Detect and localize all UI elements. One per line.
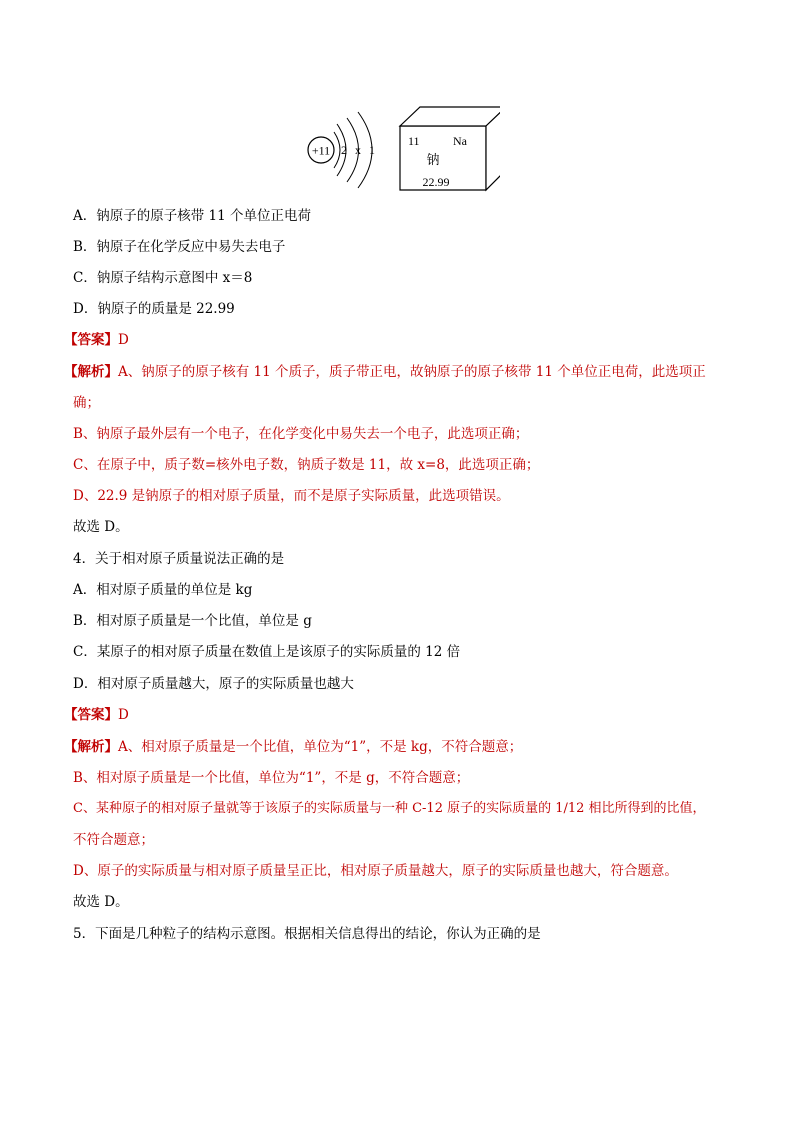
q4-analysis-line-3: C、某种原子的相对原子量就等于该原子的实际质量与一种 C-12 原子的实际质量的 1/12 相比所得到的比值， bbox=[73, 801, 706, 816]
shell-electrons-2: x bbox=[355, 143, 361, 157]
q3-analysis-line-1: 【解析】A、钠原子的原子核有 11 个质子，质子带正电，故钠原子的原子核带 11 个单位正电荷，此选项正 bbox=[64, 364, 706, 380]
nucleus-charge: +11 bbox=[311, 143, 331, 158]
q4-option-c: C．某原子的相对原子质量在数值上是该原子的实际质量的 12 倍 bbox=[73, 644, 461, 660]
sodium-structure-figure bbox=[300, 100, 500, 200]
q3-answer bbox=[64, 331, 129, 349]
q4-analysis-line-4: 不符合题意； bbox=[73, 832, 154, 848]
q3-analysis-line-5: D、22.9 是钠原子的相对原子质量，而不是原子实际质量，此选项错误。 bbox=[73, 488, 510, 504]
shell-arc-1 bbox=[334, 132, 340, 168]
q4-answer-value: D bbox=[118, 707, 129, 723]
q4-conclusion: 故选 D。 bbox=[73, 894, 129, 910]
q4-answer-label: 【答案】 bbox=[64, 707, 118, 723]
atom-diagram bbox=[300, 100, 500, 200]
shell-electrons-1: 2 bbox=[341, 143, 347, 157]
q3-analysis-line-2: 确； bbox=[73, 395, 100, 411]
q4-stem: 4．关于相对原子质量说法正确的是 bbox=[73, 551, 285, 567]
q4-analysis-line-5: D、原子的实际质量与相对原子质量呈正比，相对原子质量越大，原子的实际质量也越大，符合题意。 bbox=[73, 863, 678, 879]
q3-analysis-label: 【解析】 bbox=[64, 364, 118, 380]
element-atomic-number: 11 bbox=[408, 134, 420, 148]
q4-analysis-line-2: B、相对原子质量是一个比值，单位为“1”，不是 g，不符合题意； bbox=[73, 770, 470, 786]
q3-conclusion: 故选 D。 bbox=[73, 519, 129, 535]
q3-answer-value: D bbox=[118, 332, 129, 348]
q3-option-b: B．钠原子在化学反应中易失去电子 bbox=[73, 239, 286, 255]
q3-option-a: A．钠原子的原子核带 11 个单位正电荷 bbox=[73, 208, 312, 224]
q4-analysis-line-1: 【解析】A、相对原子质量是一个比值，单位为“1”，不是 kg，不符合题意； bbox=[64, 739, 523, 755]
shell-electrons-3: 1 bbox=[369, 143, 375, 157]
q3-option-c: C．钠原子结构示意图中 x＝8 bbox=[73, 270, 253, 286]
q4-option-b: B．相对原子质量是一个比值，单位是 g bbox=[73, 613, 312, 629]
q4-option-a: A．相对原子质量的单位是 kg bbox=[73, 582, 253, 598]
element-box-top bbox=[400, 107, 500, 126]
element-name: 钠 bbox=[426, 152, 440, 167]
q4-analysis-label: 【解析】 bbox=[64, 739, 118, 755]
q4-option-d: D．相对原子质量越大，原子的实际质量也越大 bbox=[73, 676, 354, 692]
q3-answer-label: 【答案】 bbox=[64, 332, 118, 348]
element-symbol: Na bbox=[453, 134, 467, 148]
element-atomic-mass: 22.99 bbox=[422, 175, 450, 189]
q4-answer bbox=[64, 706, 129, 724]
q3-analysis-line-3: B、钠原子最外层有一个电子，在化学变化中易失去一个电子，此选项正确； bbox=[73, 426, 529, 442]
q5-stem: 5．下面是几种粒子的结构示意图。根据相关信息得出的结论，你认为正确的是 bbox=[73, 926, 541, 942]
q3-option-d: D．钠原子的质量是 22.99 bbox=[73, 301, 235, 317]
q3-analysis-line-4: C、在原子中，质子数=核外电子数，钠质子数是 11，故 x=8，此选项正确； bbox=[73, 457, 540, 473]
